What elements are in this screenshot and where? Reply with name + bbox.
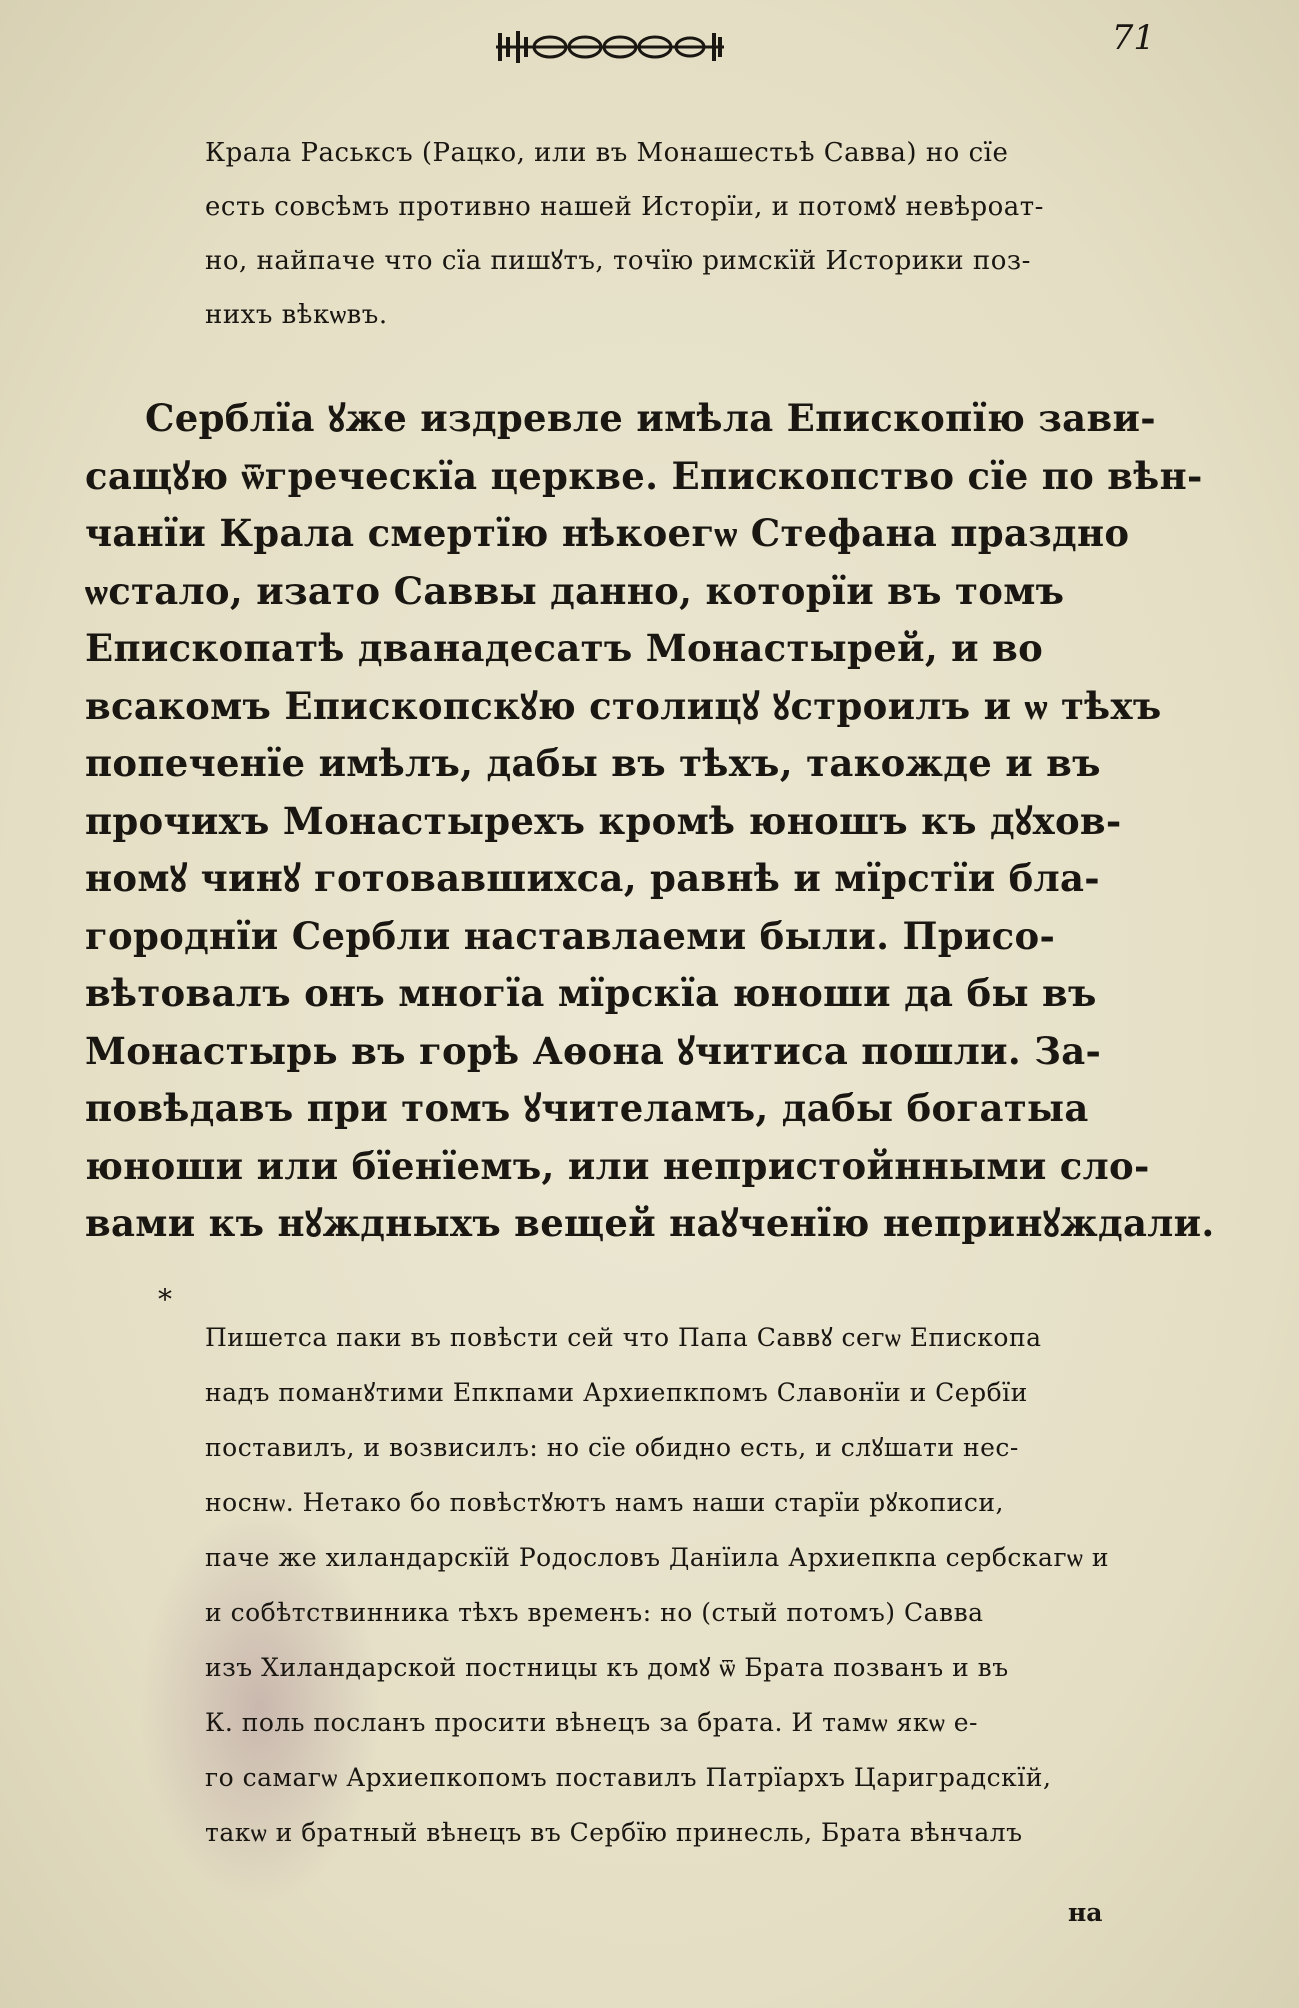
footnote-line: поставилъ, и возвисилъ: но сїе обидно есть, и слꙋшати нес- bbox=[205, 1433, 1019, 1462]
main-text-line: Епископатѣ дванадесатъ Монастырей, и во bbox=[85, 626, 1044, 670]
page-number: 71 bbox=[1111, 18, 1155, 58]
top-note-line: нихъ вѣкѡвъ. bbox=[205, 300, 388, 330]
top-note-line: есть совсѣмъ противно нашей Исторїи, и потомꙋ невѣроат- bbox=[205, 192, 1044, 222]
footnote-line: надъ поманꙋтими Епкпами Архиепкпомъ Славонїи и Сербїи bbox=[205, 1378, 1028, 1407]
main-text-line: Монастырь въ горѣ Аѳона ꙋчитиса пошли. За- bbox=[85, 1028, 1102, 1073]
printers-ornament-icon bbox=[490, 22, 730, 72]
top-note-line: Крала Раськсъ (Рацко, или въ Монашестьѣ Савва) но сїе bbox=[205, 138, 1009, 168]
footnote-line: паче же хиландарскїй Родословъ Данїила Архиепкпа сербскагѡ и bbox=[205, 1543, 1109, 1572]
footnote-line: К. поль посланъ просити вѣнецъ за брата. И тамѡ якѡ е- bbox=[205, 1708, 978, 1737]
main-text bbox=[85, 390, 1215, 1253]
top-note bbox=[205, 126, 1150, 342]
main-text-line: повѣдавъ при томъ ꙋчителамъ, дабы богатыа bbox=[85, 1086, 1089, 1130]
main-text-line: всакомъ Епископскꙋю столицꙋ ꙋстроилъ и ѡ тѣхъ bbox=[85, 683, 1162, 728]
main-text-line: номꙋ чинꙋ готовавшихса, равнѣ и мїрстїи бла- bbox=[85, 856, 1100, 900]
main-text-line: ѡстало, изато Саввы данно, которїи въ томъ bbox=[85, 568, 1065, 613]
footnote-line: изъ Хиландарской постницы къ домꙋ ѿ Брата позванъ и въ bbox=[205, 1653, 1009, 1682]
footnote-line: го самагѡ Архиепкопомъ поставилъ Патрїархъ Цариградскїй, bbox=[205, 1763, 1052, 1792]
main-text-line: вами къ нꙋждныхъ вещей наꙋченїю непринꙋждали. bbox=[85, 1201, 1215, 1245]
main-text-line: городнїи Сербли наставлаеми были. Присо- bbox=[85, 913, 1056, 958]
footnote bbox=[205, 1310, 1165, 1860]
main-text-line: Серблїа ꙋже издревле имѣла Епископїю зави- bbox=[145, 396, 1156, 440]
footnote-line: носнѡ. Нетако бо повѣстꙋютъ намъ наши старїи рꙋкописи, bbox=[205, 1488, 1004, 1517]
main-text-line: чанїи Крала смертїю нѣкоегѡ Стефана праздно bbox=[85, 511, 1130, 555]
footnote-line: Пишетса паки въ повѣсти сей что Папа Саввꙋ сегѡ Епископа bbox=[205, 1323, 1042, 1352]
top-note-line: но, найпаче что сїа пишꙋтъ, точїю римскїй Историки поз- bbox=[205, 246, 1031, 276]
main-text-line: попеченїе имѣлъ, дабы въ тѣхъ, такожде и въ bbox=[85, 741, 1101, 785]
footnote-line: и собѣтствинника тѣхъ временъ: но (стый потомъ) Савва bbox=[205, 1598, 984, 1627]
catchword: на bbox=[1068, 1898, 1103, 1927]
footnote-line: такѡ и братный вѣнецъ въ Сербїю принесль, Брата вѣнчалъ bbox=[205, 1818, 1023, 1847]
main-text-line: юноши или бїенїемъ, или непристойнными сло- bbox=[85, 1143, 1150, 1188]
footnote-mark: * bbox=[158, 1283, 172, 1316]
main-text-line: вѣтовалъ онъ многїа мїрскїа юноши да бы въ bbox=[85, 971, 1097, 1015]
main-text-line: прочихъ Монастырехъ кромѣ юношъ къ дꙋхов- bbox=[85, 798, 1122, 843]
main-text-line: сащꙋю ѿгреческїа церкве. Епископство сїе по вѣн- bbox=[85, 453, 1203, 498]
